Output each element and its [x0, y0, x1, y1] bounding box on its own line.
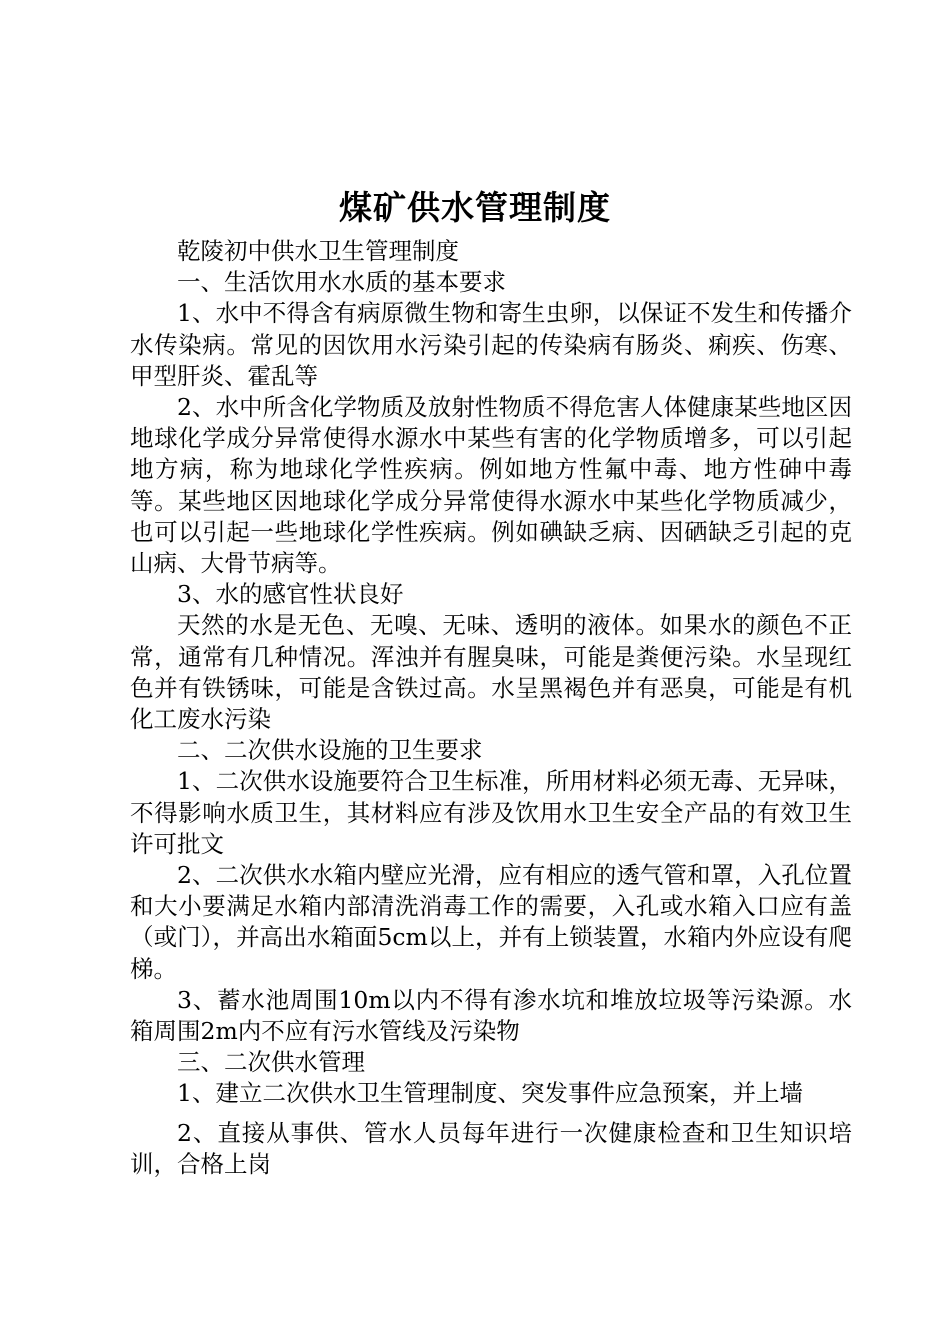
- paragraph-2-1: 1、二次供水设施要符合卫生标准，所用材料必须无毒、无异味，不得影响水质卫生，其材料应有涉及饮用水卫生安全产品的有效卫生许可批文: [130, 767, 852, 858]
- paragraph-natural-water: 天然的水是无色、无嗅、无味、透明的液体。如果水的颜色不正常，通常有几种情况。浑浊并有腥臭味，可能是粪便污染。水呈现红色并有铁锈味，可能是含铁过高。水呈黑褐色并有恶臭，可能是有机化工废水污染: [130, 611, 852, 734]
- document-title: 煤矿供水管理制度: [339, 188, 611, 227]
- paragraph-2-2: 2、二次供水水箱内壁应光滑，应有相应的透气管和罩，入孔位置和大小要满足水箱内部清洗消毒工作的需要，入孔或水箱入口应有盖（或门），并高出水箱面5cm以上，并有上锁装置，水箱内外应设有爬梯。: [130, 861, 852, 983]
- paragraph-section-1-heading: 一、生活饮用水水质的基本要求: [177, 268, 506, 297]
- paragraph-3-1: 1、建立二次供水卫生管理制度、突发事件应急预案，并上墙: [177, 1079, 803, 1108]
- paragraph-3-2: 2、直接从事供、管水人员每年进行一次健康检查和卫生知识培训，合格上岗: [130, 1118, 852, 1178]
- paragraph-section-3-heading: 三、二次供水管理: [177, 1048, 365, 1077]
- paragraph-2-3: 3、蓄水池周围10m以内不得有渗水坑和堆放垃圾等污染源。水箱周围2m内不应有污水管线及污染物: [130, 985, 852, 1046]
- paragraph-school-heading: 乾陵初中供水卫生管理制度: [177, 237, 459, 265]
- paragraph-1-3: 3、水的感官性状良好: [177, 580, 404, 609]
- paragraph-section-2-heading: 二、二次供水设施的卫生要求: [177, 736, 483, 765]
- paragraph-1-1: 1、水中不得含有病原微生物和寄生虫卵，以保证不发生和传播介水传染病。常见的因饮用水污染引起的传染病有肠炎、痢疾、伤寒、甲型肝炎、霍乱等: [130, 299, 852, 390]
- paragraph-1-2: 2、水中所含化学物质及放射性物质不得危害人体健康某些地区因地球化学成分异常使得水源水中某些有害的化学物质增多，可以引起地方病，称为地球化学性疾病。例如地方性氟中毒、地方性砷中毒等。某些地区因地球化学成分异常使得水源水中某些化学物质减少，也可以引起一些地球化学性疾病。例如碘缺乏病、因硒缺乏引起的克山病、大骨节病等。: [130, 393, 852, 578]
- document-body: [130, 236, 852, 1180]
